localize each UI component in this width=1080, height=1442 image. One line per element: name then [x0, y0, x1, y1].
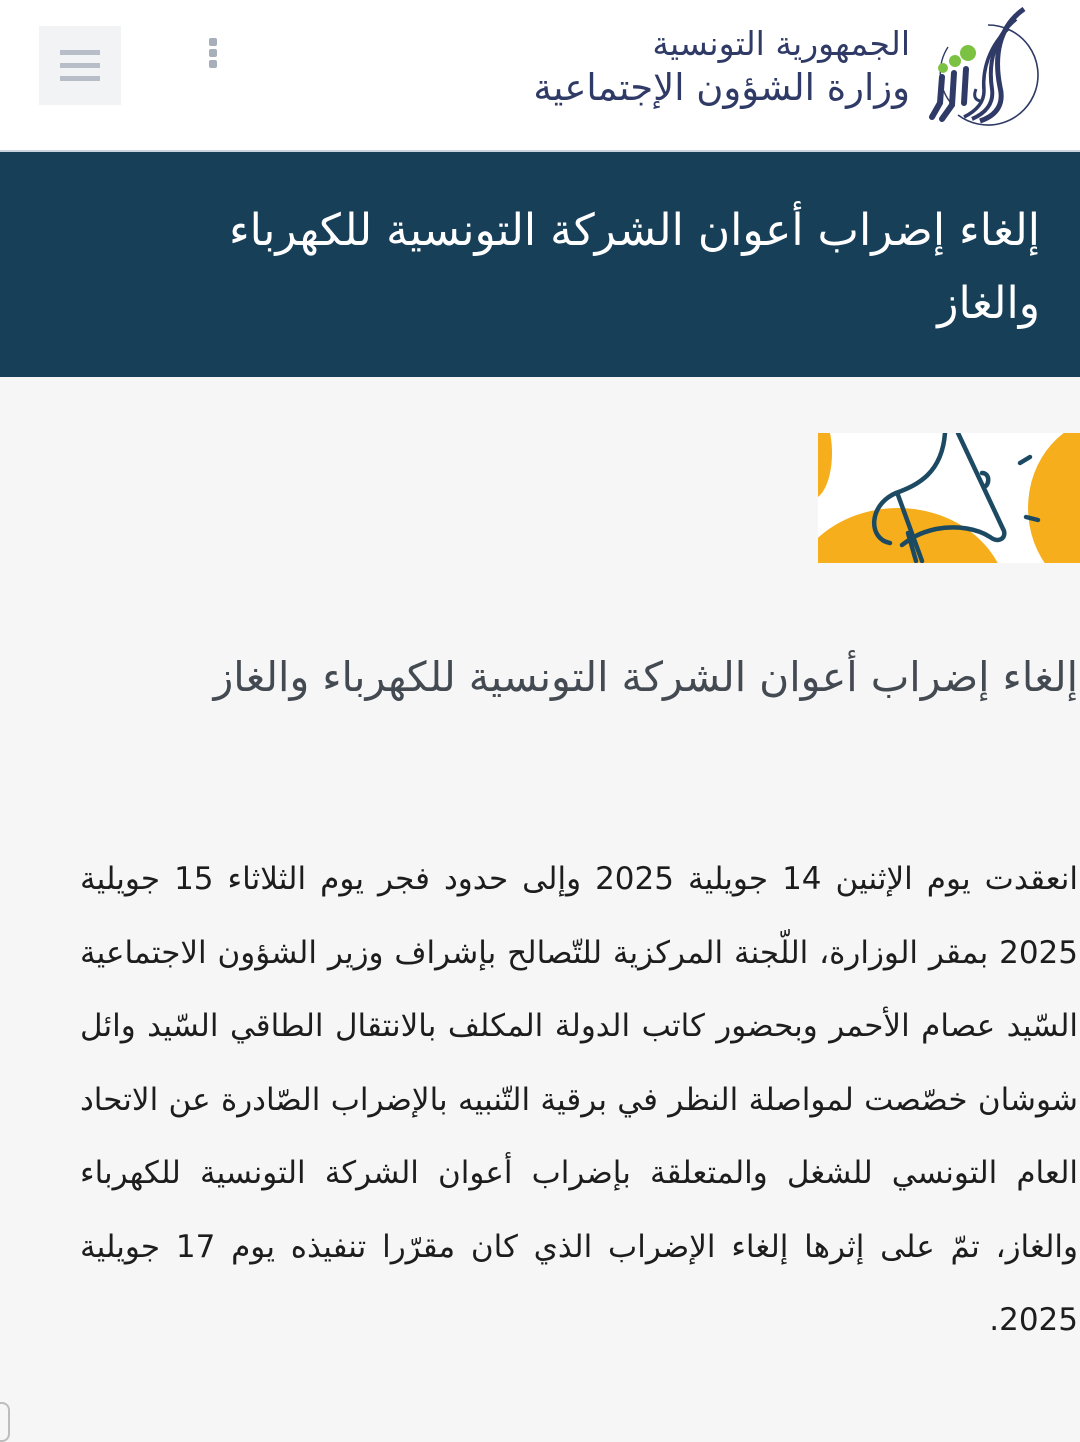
- brand-home-link[interactable]: [533, 6, 1040, 128]
- page-title: إلغاء إضراب أعوان الشركة التونسية للكهرباء والغاز: [228, 205, 1040, 329]
- kebab-icon-dot: [209, 38, 217, 46]
- hamburger-icon-bar: [60, 76, 100, 81]
- hamburger-icon-bar: [60, 50, 100, 55]
- more-options-button[interactable]: [204, 38, 222, 74]
- brand-text: [533, 25, 910, 109]
- site-header: [0, 0, 1080, 152]
- hamburger-icon-bar: [60, 63, 100, 68]
- hamburger-menu-button[interactable]: [39, 26, 121, 105]
- scroll-edge-indicator: [0, 1402, 10, 1442]
- brand-ministry-name: وزارة الشؤون الإجتماعية: [533, 65, 910, 109]
- article-hero-image: [818, 433, 1080, 563]
- article-body: انعقدت يوم الإثنين 14 جويلية 2025 وإلى حدود فجر يوم الثلاثاء 15 جويلية 2025 بمقر الوزارة، اللّجنة المركزية للتّصالح بإشراف وزير الشؤون الاجتماعية السّيد عصام الأحمر وبحضور كاتب الدولة المكلف بالانتقال الطاقي السّيد وائل شوشان خصّصت لمواصلة النظر في برقية التّنبيه بالإضراب الصّادرة عن الاتحاد العام التونسي للشغل والمتعلقة بإضراب أعوان الشركة التونسية للكهرباء والغاز، تمّ على إثرها إلغاء الإضراب الذي كان مقرّرا تنفيذه يوم 17 جويلية 2025.: [80, 861, 1078, 1338]
- brand-country-name: الجمهورية التونسية: [652, 23, 910, 63]
- kebab-icon-dot: [209, 49, 217, 57]
- kebab-icon-dot: [209, 60, 217, 68]
- megaphone-icon: [818, 433, 1080, 563]
- page-title-band: [0, 152, 1080, 377]
- ministry-logo-icon: [928, 7, 1040, 127]
- article-heading: إلغاء إضراب أعوان الشركة التونسية للكهرباء والغاز: [213, 653, 1078, 701]
